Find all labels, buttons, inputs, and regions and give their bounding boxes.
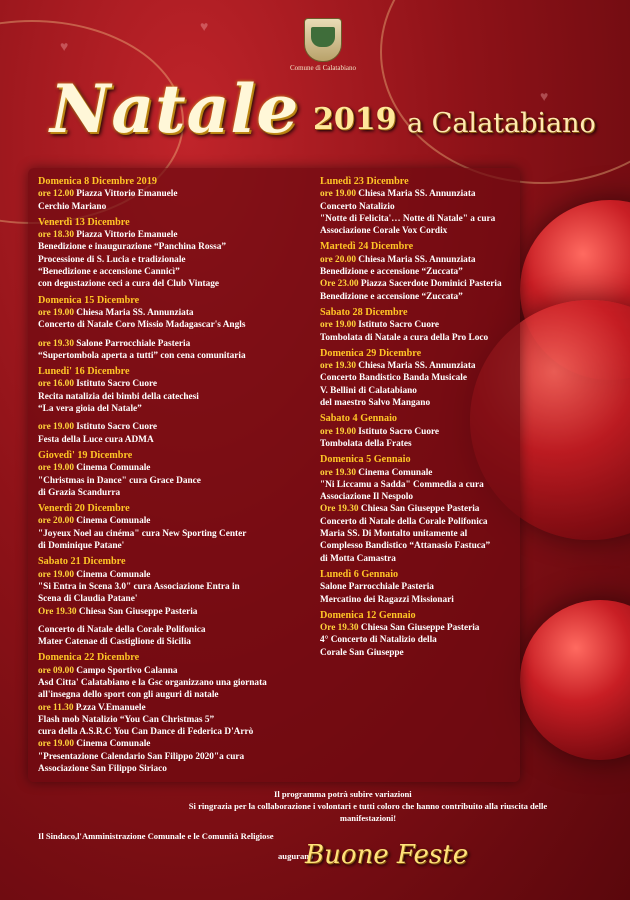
event-line xyxy=(320,278,520,290)
event-text: "Presentazione Calendario San Filippo 2020"a cura xyxy=(38,751,245,762)
event-block xyxy=(38,176,313,213)
event-block xyxy=(38,556,313,648)
event-text: all'insegna dello sport con gli auguri di natale xyxy=(38,690,219,701)
event-time: ore 19.30 xyxy=(38,338,74,349)
event-text: P.zza V.Emanuele xyxy=(73,702,146,713)
event-line xyxy=(38,624,313,636)
coat-of-arms-icon xyxy=(304,18,342,62)
event-text: "Si Entra in Scena 3.0" cura Associazione Entra in xyxy=(38,581,240,592)
event-date: Domenica 5 Gennaio xyxy=(320,454,411,466)
event-text: Piazza Sacerdote Dominici Pasteria xyxy=(358,279,502,290)
event-text: Istituto Sacro Cuore xyxy=(355,320,440,331)
event-block xyxy=(320,307,520,344)
event-line xyxy=(320,266,520,278)
event-text: Cinema Comunale xyxy=(355,467,433,478)
event-block xyxy=(320,569,520,606)
event-line xyxy=(38,738,313,750)
event-date: Venerdì 13 Dicembre xyxy=(38,216,130,228)
event-line xyxy=(320,491,520,503)
event-line xyxy=(320,528,520,540)
event-text: con degustazione ceci a cura del Club Vintage xyxy=(38,279,220,290)
event-text: Cerchio Mariano xyxy=(38,201,107,212)
event-line xyxy=(38,201,313,213)
event-line xyxy=(320,622,520,634)
heart-decoration: ♥ xyxy=(540,90,549,105)
event-time: ore 19.00 xyxy=(320,320,356,331)
event-text: "Ni Liccamu a Sadda" Commedia a cura xyxy=(320,479,484,490)
comune-label: Comune di Calatabiano xyxy=(289,64,357,72)
event-line xyxy=(38,714,313,726)
event-text: “Supertombola aperta a tutti” con cena comunitaria xyxy=(38,350,246,361)
event-text: Concerto di Natale della Corale Polifonica xyxy=(38,624,206,635)
event-line xyxy=(320,540,520,552)
heart-decoration: ♥ xyxy=(60,40,69,55)
event-text: Concerto Bandistico Banda Musicale xyxy=(320,373,467,384)
event-text: V. Bellini di Calatabiano xyxy=(320,385,417,396)
event-date: Martedì 24 Dicembre xyxy=(320,241,414,253)
event-line xyxy=(38,763,313,775)
event-text: Associazione Il Nespolo xyxy=(320,492,413,503)
event-text: Campo Sportivo Calanna xyxy=(73,665,178,676)
event-line xyxy=(38,254,313,266)
event-text: Concerto di Natale Coro Missio Madagascar's Angls xyxy=(38,320,246,331)
event-text: Benedizione e accensione “Zuccata” xyxy=(320,267,463,278)
event-line xyxy=(38,307,313,319)
event-text: di Grazia Scandurra xyxy=(38,487,121,498)
event-text: "Notte di Felicita'… Notte di Natale" a cura xyxy=(320,213,496,224)
event-line xyxy=(38,475,313,487)
event-text: Concerto di Natale della Corale Polifonica xyxy=(320,516,488,527)
event-block xyxy=(38,366,313,446)
event-text: Mercatino dei Ragazzi Missionari xyxy=(320,594,454,605)
ornament-ball-bottom-right xyxy=(520,600,630,760)
event-text: Associazione San Filippo Siriaco xyxy=(38,764,167,775)
event-text: Benedizione e inaugurazione “Panchina Rossa” xyxy=(38,242,227,253)
event-text: Istituto Sacro Cuore xyxy=(73,422,158,433)
event-date: Lunedì 6 Gennaio xyxy=(320,568,399,580)
event-time: ore 19.00 xyxy=(38,569,74,580)
event-line xyxy=(38,378,313,390)
event-text: Cinema Comunale xyxy=(73,463,151,474)
event-text: Complesso Bandistico “Attanasio Fastuca” xyxy=(320,541,491,552)
event-time: ore 19.00 xyxy=(38,463,74,474)
event-text: Flash mob Natalizio “You Can Christmas 5” xyxy=(38,714,215,725)
event-line xyxy=(38,515,313,527)
event-time: ore 12.00 xyxy=(38,189,74,200)
event-date: Domenica 29 Dicembre xyxy=(320,347,422,359)
event-line xyxy=(320,385,520,397)
title-year: 2019 xyxy=(313,102,397,137)
event-line xyxy=(320,647,520,659)
event-text: Chiesa Maria SS. Annunziata xyxy=(355,361,476,372)
event-date: Domenica 12 Gennaio xyxy=(320,609,416,621)
event-line xyxy=(38,593,313,605)
event-text: Mater Catenae di Castiglione di Sicilia xyxy=(38,637,191,648)
event-block xyxy=(320,241,520,302)
event-line xyxy=(320,213,520,225)
event-line xyxy=(38,528,313,540)
event-block xyxy=(320,610,520,659)
event-block xyxy=(320,348,520,409)
event-line xyxy=(320,479,520,491)
event-line xyxy=(320,581,520,593)
event-text: Istituto Sacro Cuore xyxy=(73,379,158,390)
event-line xyxy=(38,726,313,738)
event-time: Ore 19.30 xyxy=(320,623,359,634)
event-line xyxy=(320,634,520,646)
event-line xyxy=(38,581,313,593)
event-text: Scena di Claudia Patane' xyxy=(38,594,138,605)
event-text: Chiesa Maria SS. Annunziata xyxy=(355,254,476,265)
footer-augurano: augurano xyxy=(278,851,314,861)
event-line xyxy=(38,391,313,403)
event-line xyxy=(320,188,520,200)
event-block xyxy=(320,413,520,450)
event-line xyxy=(38,338,313,350)
event-line xyxy=(38,751,313,763)
event-text: Cinema Comunale xyxy=(73,739,151,750)
program-left-column xyxy=(38,176,313,779)
event-text: Tombolata della Frates xyxy=(320,438,412,449)
event-time: ore 18.30 xyxy=(38,230,74,241)
event-text: Cinema Comunale xyxy=(73,569,151,580)
event-line xyxy=(38,241,313,253)
event-block xyxy=(38,450,313,499)
event-text: Piazza Vittorio Emanuele xyxy=(73,230,178,241)
event-text: “Benedizione e accensione Cannicì” xyxy=(38,267,180,278)
event-line xyxy=(38,702,313,714)
event-date: Lunedi' 16 Dicembre xyxy=(38,366,130,378)
footer-notice: Il programma potrà subire variazioni xyxy=(274,789,412,799)
event-line xyxy=(320,503,520,515)
event-date: Domenica 22 Dicembre xyxy=(38,652,140,664)
event-line xyxy=(38,421,313,433)
event-line xyxy=(320,319,520,331)
event-line xyxy=(38,403,313,415)
event-time: ore 09.00 xyxy=(38,665,74,676)
event-time: ore 19.30 xyxy=(320,467,356,478)
footer-sindaco: Il Sindaco,l'Amministrazione Comunale e le Comunità Religiose xyxy=(38,831,274,841)
event-text: di Dominique Patane' xyxy=(38,541,125,552)
program-right-column xyxy=(320,176,520,663)
event-line xyxy=(320,516,520,528)
poster-title xyxy=(20,70,630,170)
event-line xyxy=(320,254,520,266)
event-text: Maria SS. Di Montalto unitamente al xyxy=(320,529,468,540)
event-line xyxy=(320,225,520,237)
event-text: Associazione Corale Vox Cordix xyxy=(320,226,448,237)
event-line xyxy=(38,278,313,290)
event-line xyxy=(38,350,313,362)
event-text: Chiesa San Giuseppe Pasteria xyxy=(358,504,480,515)
event-block xyxy=(38,295,313,362)
event-time: ore 20.00 xyxy=(320,254,356,265)
title-place: a Calatabiano xyxy=(407,108,596,139)
event-text: Benedizione e accensione “Zuccata” xyxy=(320,291,463,302)
event-time: ore 19.00 xyxy=(38,422,74,433)
event-line xyxy=(320,291,520,303)
event-line xyxy=(320,372,520,384)
event-line xyxy=(38,487,313,499)
event-time: ore 19.00 xyxy=(320,426,356,437)
event-date: Venerdì 20 Dicembre xyxy=(38,503,130,515)
event-time: ore 19.00 xyxy=(38,739,74,750)
event-text: Festa della Luce cura ADMA xyxy=(38,434,154,445)
event-line xyxy=(38,319,313,331)
event-line xyxy=(320,467,520,479)
event-text: "Joyeux Noel au cinéma" cura New Sporting Center xyxy=(38,528,247,539)
event-date: Sabato 28 Dicembre xyxy=(320,306,408,318)
title-natale: Natale xyxy=(50,70,300,148)
event-time: ore 20.00 xyxy=(38,516,74,527)
event-block xyxy=(38,217,313,291)
event-text: Chiesa San Giuseppe Pasteria xyxy=(358,623,480,634)
event-text: Chiesa Maria SS. Annunziata xyxy=(355,189,476,200)
event-text: Salone Parrocchiale Pasteria xyxy=(320,582,434,593)
event-line xyxy=(320,332,520,344)
event-text: Salone Parrocchiale Pasteria xyxy=(73,338,191,349)
event-text: "Christmas in Dance" cura Grace Dance xyxy=(38,475,201,486)
event-text: 4° Concerto di Natalizio della xyxy=(320,635,437,646)
event-line xyxy=(38,677,313,689)
event-date: Lunedì 23 Dicembre xyxy=(320,176,409,187)
event-time: Ore 19.30 xyxy=(38,606,77,617)
greeting-buone-feste: Buone Feste xyxy=(305,840,469,870)
event-line xyxy=(38,229,313,241)
event-text: Processione di S. Lucia e tradizionale xyxy=(38,254,186,265)
event-text: Chiesa San Giuseppe Pasteria xyxy=(76,606,198,617)
event-date: Domenica 8 Dicembre 2019 xyxy=(38,176,157,187)
event-block xyxy=(38,503,313,552)
event-line xyxy=(38,665,313,677)
event-time: ore 19.00 xyxy=(38,307,74,318)
event-line xyxy=(38,266,313,278)
event-text: Tombolata di Natale a cura della Pro Loco xyxy=(320,332,489,343)
event-line xyxy=(38,636,313,648)
event-text: Concerto Natalizio xyxy=(320,201,395,212)
event-block xyxy=(320,454,520,565)
event-line xyxy=(38,434,313,446)
event-text: “La vera gioia del Natale” xyxy=(38,404,142,415)
event-time: ore 19.30 xyxy=(320,361,356,372)
event-text: Piazza Vittorio Emanuele xyxy=(73,189,178,200)
event-line xyxy=(38,689,313,701)
event-line xyxy=(38,462,313,474)
event-line xyxy=(320,397,520,409)
event-date: Domenica 15 Dicembre xyxy=(38,294,140,306)
event-text: di Motta Camastra xyxy=(320,553,396,564)
event-date: Sabato 21 Dicembre xyxy=(38,556,126,568)
event-line xyxy=(320,438,520,450)
event-text: cura della A.S.R.C You Can Dance di Federica D'Arrò xyxy=(38,727,254,738)
event-date: Sabato 4 Gennaio xyxy=(320,413,397,425)
event-block xyxy=(38,652,313,775)
event-date: Giovedì' 19 Dicembre xyxy=(38,449,133,461)
event-time: ore 16.00 xyxy=(38,379,74,390)
event-text: Chiesa Maria SS. Annunziata xyxy=(73,307,194,318)
event-text: Cinema Comunale xyxy=(73,516,151,527)
footer-thanks: Si ringrazia per la collaborazione i volontari e tutti coloro che hanno contribuito alla riuscita delle manifestazioni! xyxy=(188,801,548,823)
event-time: ore 19.00 xyxy=(320,189,356,200)
heart-decoration: ♥ xyxy=(200,20,209,35)
event-text: del maestro Salvo Mangano xyxy=(320,398,431,409)
event-time: ore 11.30 xyxy=(38,702,74,713)
event-text: Asd Citta' Calatabiano e la Gsc organizzano una giornata xyxy=(38,677,267,688)
event-line xyxy=(320,360,520,372)
event-line xyxy=(38,606,313,618)
event-line xyxy=(320,201,520,213)
event-text: Recita natalizia dei bimbi della catechesi xyxy=(38,391,199,402)
event-line xyxy=(320,594,520,606)
event-block xyxy=(320,176,520,237)
event-time: Ore 23.00 xyxy=(320,279,359,290)
event-line xyxy=(320,426,520,438)
event-text: Istituto Sacro Cuore xyxy=(355,426,440,437)
event-line xyxy=(320,553,520,565)
event-line xyxy=(38,569,313,581)
event-line xyxy=(38,188,313,200)
event-line xyxy=(38,540,313,552)
event-text: Corale San Giuseppe xyxy=(320,647,404,658)
event-time: Ore 19.30 xyxy=(320,504,359,515)
